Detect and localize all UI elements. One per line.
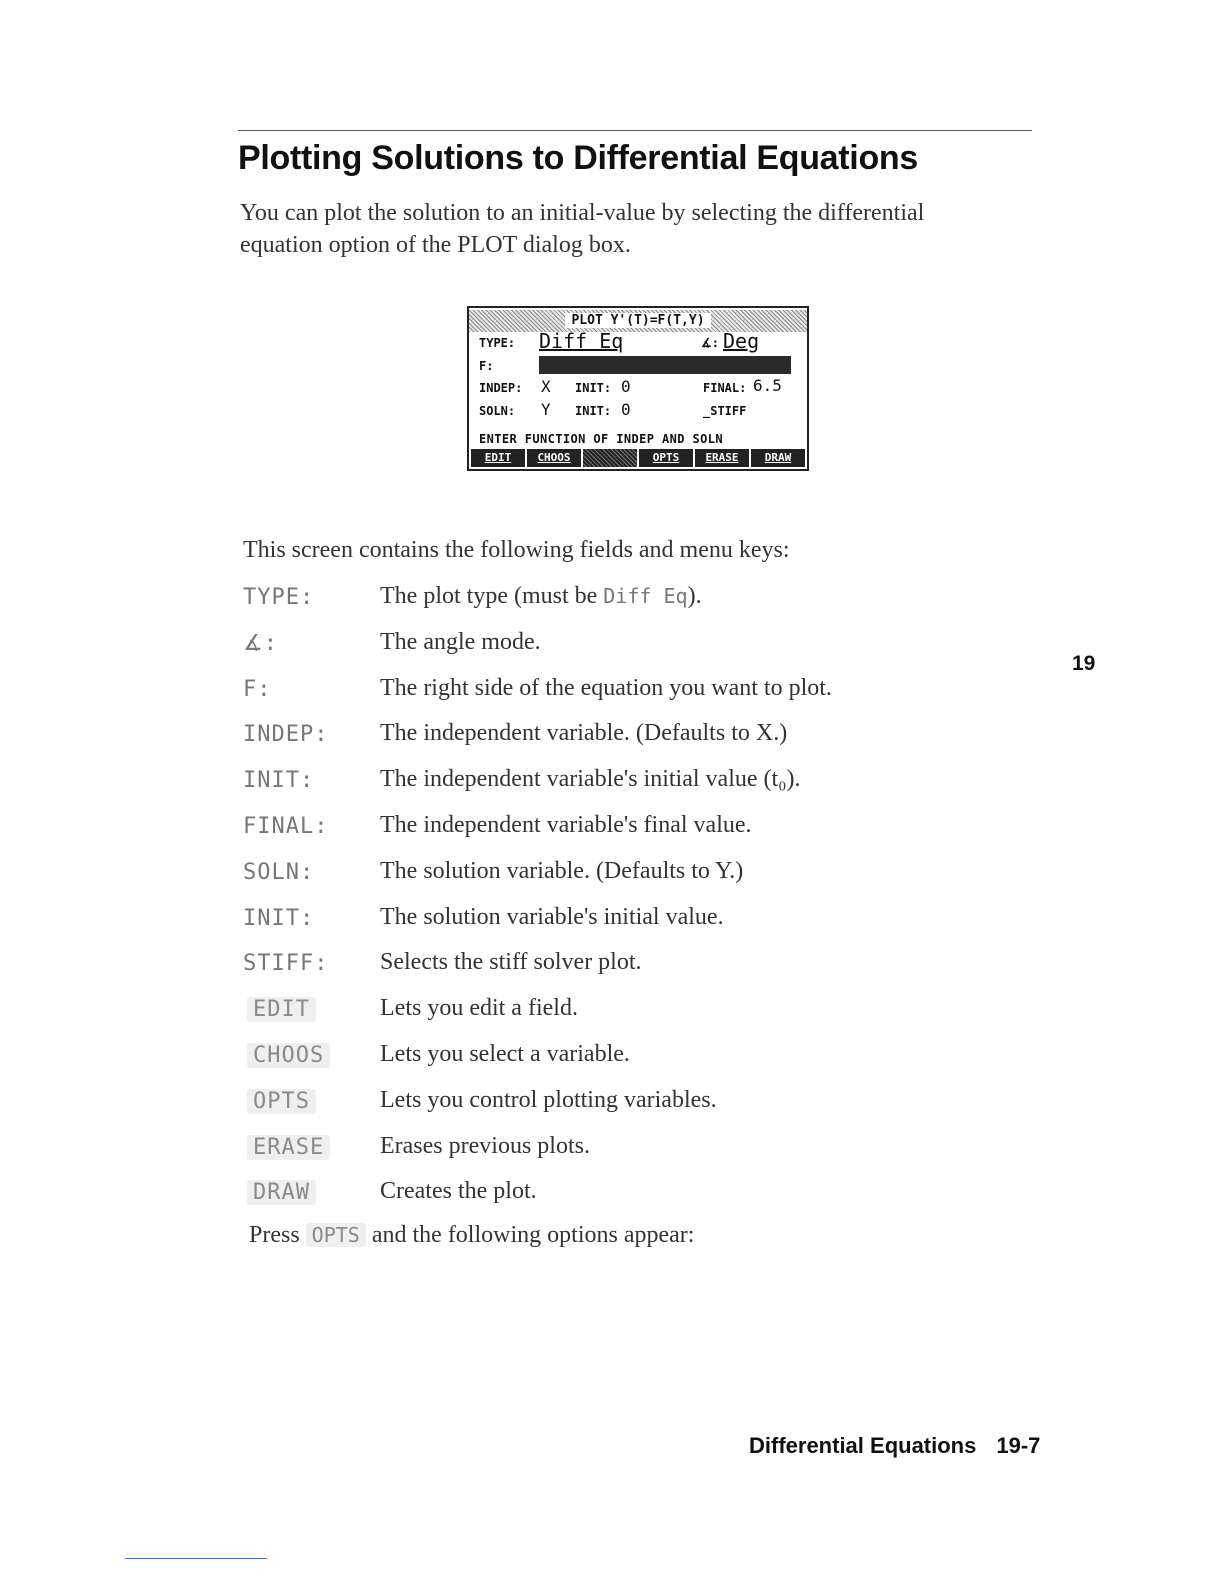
definition-item — [243, 1129, 943, 1175]
init-label: INIT: — [575, 381, 612, 395]
page-footer — [749, 1433, 1040, 1459]
softkey-blank — [583, 449, 637, 467]
definition-list — [243, 579, 943, 1220]
definition-term: INIT: — [243, 905, 315, 931]
definitions-lead: This screen contains the following fields and menu keys: — [243, 537, 790, 563]
top-rule — [238, 130, 1032, 131]
press-instruction — [249, 1222, 694, 1249]
calculator-screen — [467, 306, 809, 471]
final-value: 6.5 — [753, 376, 782, 395]
definition-term-key: OPTS — [247, 1089, 316, 1114]
angle-label: ∡: — [701, 336, 719, 350]
screen-title: PLOT Y'(T)=F(T,Y) — [565, 313, 710, 328]
type-label: TYPE: — [479, 336, 516, 350]
softkey-choos: CHOOS — [527, 449, 581, 467]
definition-term: FINAL: — [243, 813, 329, 839]
definition-item — [243, 1037, 943, 1083]
definition-item — [243, 716, 943, 762]
definition-term: INIT: — [243, 768, 315, 794]
definition-desc — [380, 583, 702, 610]
definition-item — [243, 671, 943, 717]
definition-term: SOLN: — [243, 859, 315, 885]
indep-label: INDEP: — [479, 381, 523, 395]
definition-desc: The solution variable. (Defaults to Y.) — [380, 857, 744, 884]
footer-section: Differential Equations — [749, 1433, 977, 1458]
angle-value: Deg — [723, 329, 760, 353]
desc-text: The plot type (must be — [380, 583, 604, 609]
desc-mono-text: Diff Eq — [603, 584, 688, 608]
definition-desc: The right side of the equation you want to plot. — [380, 674, 832, 701]
opts-keycap: OPTS — [306, 1223, 366, 1247]
definition-term-key: CHOOS — [247, 1043, 330, 1068]
press-text-after: and the following options appear: — [371, 1222, 695, 1248]
soln-value: Y — [541, 400, 551, 419]
definition-desc: Lets you edit a field. — [380, 995, 578, 1022]
softkey-draw: DRAW — [751, 449, 805, 467]
definition-desc: The angle mode. — [380, 628, 541, 655]
definition-item — [243, 945, 943, 991]
softkey-erase: ERASE — [695, 449, 749, 467]
final-label: FINAL: — [703, 381, 747, 395]
softkey-menu — [471, 449, 805, 467]
footer-page-number: 19-7 — [996, 1433, 1041, 1458]
f-field-highlight — [539, 356, 791, 374]
definition-item — [243, 900, 943, 946]
definition-term: F: — [243, 676, 272, 702]
definition-desc: The solution variable's initial value. — [380, 903, 724, 930]
indep-value: X — [541, 377, 551, 396]
definition-item — [243, 1174, 943, 1220]
intro-paragraph: You can plot the solution to an initial-value by selecting the differential equation option of the PLOT dialog box. — [240, 200, 925, 258]
definition-item — [243, 625, 943, 671]
definition-term: STIFF: — [243, 951, 329, 977]
definition-item — [243, 762, 943, 808]
soln-label: SOLN: — [479, 404, 516, 418]
definition-desc: Lets you select a variable. — [380, 1040, 630, 1067]
definition-desc: Selects the stiff solver plot. — [380, 949, 642, 976]
init2-label: INIT: — [575, 404, 612, 418]
page-title: Plotting Solutions to Differential Equations — [238, 139, 918, 177]
f-label: F: — [479, 359, 494, 373]
definition-desc: Erases previous plots. — [380, 1132, 590, 1159]
definition-desc: Creates the plot. — [380, 1178, 537, 1205]
definition-term-key: DRAW — [247, 1180, 316, 1205]
definition-desc: Lets you control plotting variables. — [380, 1086, 717, 1113]
press-text: Press — [249, 1222, 300, 1248]
definition-item — [243, 579, 943, 625]
stiff-checkbox-label: _STIFF — [703, 404, 747, 418]
definition-item — [243, 1083, 943, 1129]
type-value: Diff Eq — [539, 329, 624, 353]
screen-prompt: ENTER FUNCTION OF INDEP AND SOLN — [479, 432, 723, 446]
softkey-edit: EDIT — [471, 449, 525, 467]
definition-term: INDEP: — [243, 722, 329, 748]
chapter-tab-number: 19 — [1072, 652, 1096, 675]
definition-item — [243, 808, 943, 854]
definition-desc: The independent variable. (Defaults to X.) — [380, 720, 788, 747]
init-value: 0 — [621, 377, 631, 396]
definition-desc: The independent variable's initial value (t₀). — [380, 766, 801, 793]
definition-item — [243, 991, 943, 1037]
definition-desc: The independent variable's final value. — [380, 811, 752, 838]
definition-term: TYPE: — [243, 585, 315, 610]
definition-term: ∡: — [243, 630, 278, 656]
definition-term-key: EDIT — [247, 997, 316, 1022]
init2-value: 0 — [621, 400, 631, 419]
definition-term-key: ERASE — [247, 1135, 330, 1160]
definition-item — [243, 854, 943, 900]
bottom-rule — [125, 1558, 267, 1559]
softkey-opts: OPTS — [639, 449, 693, 467]
desc-text-end: ). — [687, 583, 702, 609]
